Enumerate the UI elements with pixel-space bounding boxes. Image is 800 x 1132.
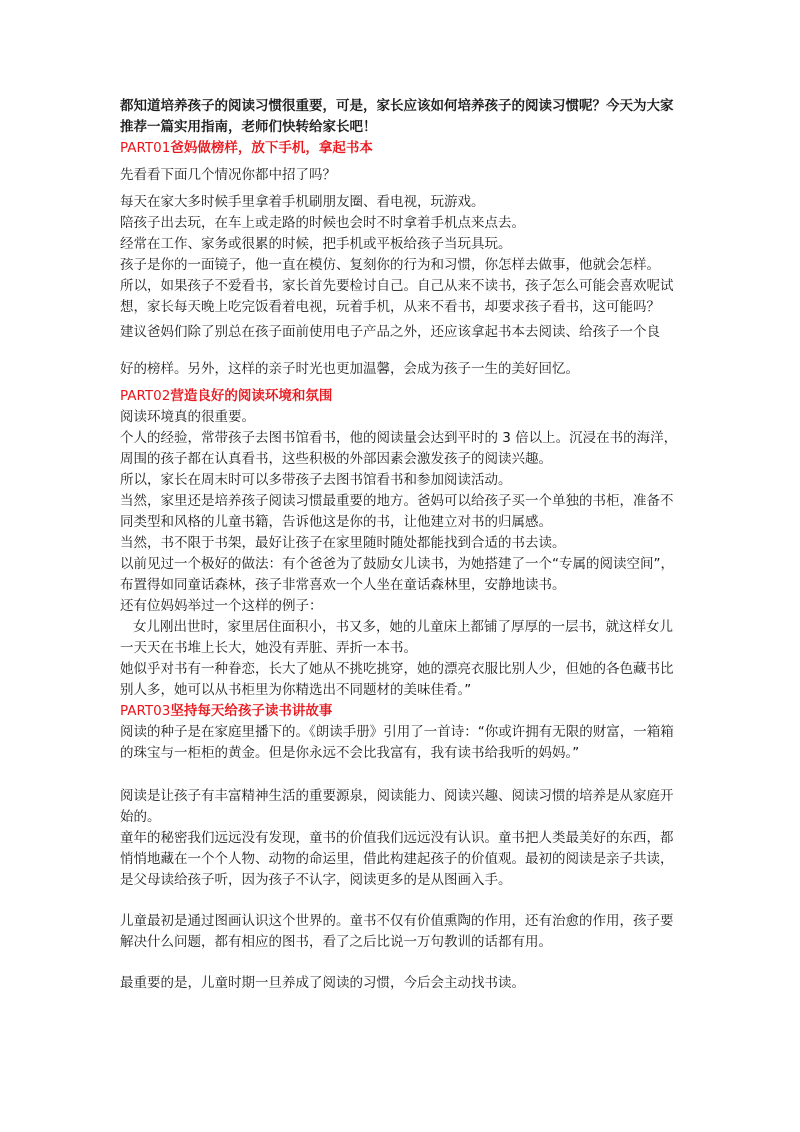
part01-line-2: 陪孩子出去玩，在车上或走路的时候也会时不时拿着手机点来点去。	[120, 215, 525, 231]
part03-paragraph-3: 童年的秘密我们远远没有发现，童书的价值我们远远没有认识。童书把人类最美好的东西，都悄悄地藏在一个个人物、动物的命运里，借此构建起孩子的价值观。最初的阅读是亲子共读，是父母读给孩子听，因为孩子不认字，阅读更多的是从图画入手。	[120, 830, 674, 888]
part02-line-7: 还有位妈妈举过一个这样的例子：	[120, 598, 323, 614]
section-label: PART02	[120, 388, 171, 404]
part02-quote-a: 女儿刚出世时，家里居住面积小，书又多，她的儿童床上都铺了厚厚的一层书，就这样女儿一天天在书堆上长大，她没有弄脏、弄折一本书。	[120, 619, 673, 656]
part02-line-1: 阅读环境真的很重要。	[120, 409, 255, 425]
part02-line-4: 当然，家里还是培养孩子阅读习惯最重要的地方。爸妈可以给孩子买一个单独的书柜，准备不同类型和风格的儿童书籍，告诉他这是你的书，让他建立对书的归属感。	[120, 493, 674, 530]
section-title: 坚持每天给孩子读书讲故事	[170, 703, 333, 719]
section-heading-part02	[120, 386, 686, 407]
part03-paragraph-4: 儿童最初是通过图画认识这个世界的。童书不仅有价值熏陶的作用，还有治愈的作用，孩子要解决什么问题，都有相应的图书，看了之后比说一万句教训的话都有用。	[120, 913, 674, 950]
part02-line-3: 所以，家长在周末时可以多带孩子去图书馆看书和参加阅读活动。	[120, 472, 512, 488]
part01-line-3: 经常在工作、家务或很累的时候，把手机或平板给孩子当玩具玩。	[120, 236, 512, 252]
section-title: 爸妈做榜样，放下手机，拿起书本	[170, 140, 373, 156]
part03-paragraph-2: 阅读是让孩子有丰富精神生活的重要源泉，阅读能力、阅读兴趣、阅读习惯的培养是从家庭开始的。	[120, 788, 674, 825]
section-heading-part03	[120, 701, 686, 722]
section-label: PART03	[120, 703, 171, 719]
part03-paragraph-1: 阅读的种子是在家庭里播下的。《朗读手册》引用了一首诗：“你或许拥有无限的财富，一箱箱的珠宝与一柜柜的黄金。但是你永远不会比我富有，我有读书给我听的妈妈。”	[120, 724, 674, 761]
section-heading-part01	[120, 138, 686, 159]
part02-line-2: 个人的经验，常带孩子去图书馆看书，他的阅读量会达到平时的 3 倍以上。沉浸在书的海洋，周围的孩子都在认真看书，这些积极的外部因素会激发孩子的阅读兴趣。	[120, 430, 678, 467]
part03-paragraph-5: 最重要的是，儿童时期一旦养成了阅读的习惯，今后会主动找书读。	[120, 975, 525, 991]
intro-paragraph: 都知道培养孩子的阅读习惯很重要，可是，家长应该如何培养孩子的阅读习惯呢？今天为大家推荐一篇实用指南，老师们快转给家长吧！	[120, 98, 674, 135]
part01-line-5: 所以，如果孩子不爱看书，家长首先要检讨自己。自己从来不读书，孩子怎么可能会喜欢呢试想，家长每天晚上吃完饭看着电视，玩着手机，从来不看书，却要求孩子看书，这可能吗？	[120, 278, 674, 315]
part01-line-1: 每天在家大多时候手里拿着手机刷朋友圈、看电视，玩游戏。	[120, 194, 485, 210]
section-label: PART01	[120, 140, 171, 156]
part01-lead: 先看看下面几个情况你都中招了吗？	[120, 167, 336, 183]
part02-line-6: 以前见过一个极好的做法：有个爸爸为了鼓励女儿读书，为她搭建了一个“专属的阅读空间”，布置得如同童话森林，孩子非常喜欢一个人坐在童话森林里，安静地读书。	[120, 556, 674, 593]
article	[120, 96, 686, 994]
section-title: 营造良好的阅读环境和氛围	[170, 388, 333, 404]
part01-advice-b: 好的榜样。另外，这样的亲子时光也更加温馨，会成为孩子一生的美好回忆。	[120, 361, 579, 377]
part01-advice-a: 建议爸妈们除了别总在孩子面前使用电子产品之外，还应该拿起书本去阅读、给孩子一个良	[120, 324, 660, 340]
part01-line-4: 孩子是你的一面镜子，他一直在模仿、复刻你的行为和习惯，你怎样去做事，他就会怎样。	[120, 257, 660, 273]
part02-quote-b: 她似乎对书有一种眷恋，长大了她从不挑吃挑穿，她的漂亮衣服比别人少，但她的各色藏书比别人多，她可以从书柜里为你精选出不同题材的美味佳肴。”	[120, 661, 674, 698]
part02-line-5: 当然，书不限于书架，最好让孩子在家里随时随处都能找到合适的书去读。	[120, 535, 566, 551]
